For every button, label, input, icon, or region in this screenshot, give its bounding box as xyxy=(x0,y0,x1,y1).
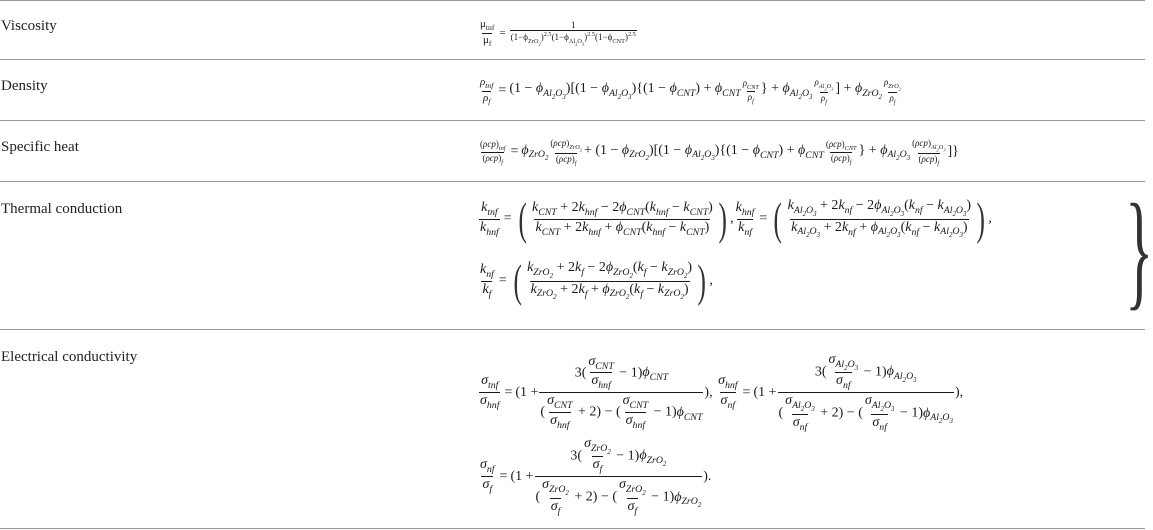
thermal-conduction-formula-line1: $\frac{k_{tnf}}{k_{hnf}}$ = ( $\frac{k_{CNT} + 2k_{hnf} - 2\phi_{CNT}(k_{hnf} - k_{CNT})}{k_{CNT} + 2k_{hnf} + \phi_{CNT}(k_{hnf} - k_{CNT})}$ ) , $\frac{k_{hnf}}{k_{nf}}$ = ( $\frac{k_{Al_2O_3} + 2k_{nf} - 2\phi_{Al_2O_3}(k_{nf} - k_{Al_2O_3})}{k_{Al_2O_3} + 2k_{nf} + \phi_{Al_2O_3}(k_{nf} - k_{Al_2O_3})}$ ) , xyxy=(480,193,992,244)
electrical-conductivity-formula-line1: $\frac{\sigma_{tnf}}{\sigma_{hnf}}$ = (1 + 3( $\frac{\sigma_{CNT}}{\sigma_{hnf}}$ − $1)\phi_{CNT}$ ( $\frac{\sigma_{CNT}}{\sigma_{hnf}}$ + 2) − ( $\frac{\sigma_{CNT}}{\sigma_{hnf}}$ − $1)\phi_{CNT}$ ), $\frac{\sigma_{hnf}}{\sigma_{nf}}$ = (1 + 3( $\frac{\sigma_{Al_2O_3}}{\sigma_{nf}}$ − $1)\phi_{Al_2O_3}$ ( $\frac{\sigma_{Al_2O_3}}{\sigma_{nf}}$ + 2) − ( $\frac{\sigma_{Al_2O_3}}{\sigma_{nf}}$ − $1)\phi_{Al_2O_3}$ ), xyxy=(480,352,964,433)
row-label-thermal-conduction: Thermal conduction xyxy=(1,201,123,217)
row-label-viscosity: Viscosity xyxy=(1,18,57,34)
density-formula: $\frac{\rho_{tnf}}{\rho_f}$ = $(1 - \phi_{Al_2O_3})[(1 - \phi_{Al_2O_3})\{(1 - \phi_{CNT}) + \phi_{CNT}$ $\frac{\rho_{CNT}}{\rho_f}$ } + $\phi_{Al_2O_3}$ $\frac{\rho_{Al_2O_3}}{\rho_f}$ ] + $\phi_{ZrO_2}$ $\frac{\rho_{ZrO_2}}{\rho_f}$ xyxy=(480,76,901,106)
thermal-conduction-formula-line2: $\frac{k_{nf}}{k_f}$ = ( $\frac{k_{ZrO_2} + 2k_f - 2\phi_{ZrO_2}(k_f - k_{ZrO_2})}{k_{ZrO_2} + 2k_f + \phi_{ZrO_2}(k_f - k_{ZrO_2})}$ ) , xyxy=(480,255,713,306)
row-label-electrical-conductivity: Electrical conductivity xyxy=(1,349,138,365)
bottom-border xyxy=(0,528,1145,529)
top-border xyxy=(0,0,1145,1)
row-label-density: Density xyxy=(1,78,48,94)
row-divider xyxy=(0,329,1145,330)
closing-brace: } xyxy=(1125,178,1153,322)
row-label-specific-heat: Specific heat xyxy=(1,139,79,155)
row-divider xyxy=(0,59,1145,60)
electrical-conductivity-formula-line2: $\frac{\sigma_{nf}}{\sigma_f}$ = (1 + 3( $\frac{\sigma_{ZrO_2}}{\sigma_f}$ − $1)\phi_{ZrO_2}$ ( $\frac{\sigma_{ZrO_2}}{\sigma_f}$ + 2) − ( $\frac{\sigma_{ZrO_2}}{\sigma_f}$ − $1)\phi_{ZrO_2}$ ). xyxy=(480,436,712,517)
specific-heat-formula: $\frac{(\rho cp)_{tnf}}{(\rho cp)_f}$ = $\phi_{ZrO_2}$ $\frac{(\rho cp)_{ZrO_2}}{(\rho cp)_f}$ + $(1 - \phi_{ZrO_2})[(1 - \phi_{Al_2O_3})\{(1 - \phi_{CNT}) + \phi_{CNT}$ $\frac{(\rho cp)_{CNT}}{(\rho cp)_f}$ } + $\phi_{Al_2O_3}$ $\frac{(\rho cp)_{Al_2O_3}}{(\rho cp)_f}$ ]} xyxy=(480,138,959,167)
row-divider xyxy=(0,181,1145,182)
row-divider xyxy=(0,120,1145,121)
viscosity-formula: $\frac{\mu_{tnf}}{\mu_f}$ = $\frac{1}{(1-\phi_{ZrO_2})^{2.5}(1-\phi_{Al_2O_3})^{2.5}(1-\phi_{CNT})^{2.5}}$ xyxy=(480,18,636,48)
